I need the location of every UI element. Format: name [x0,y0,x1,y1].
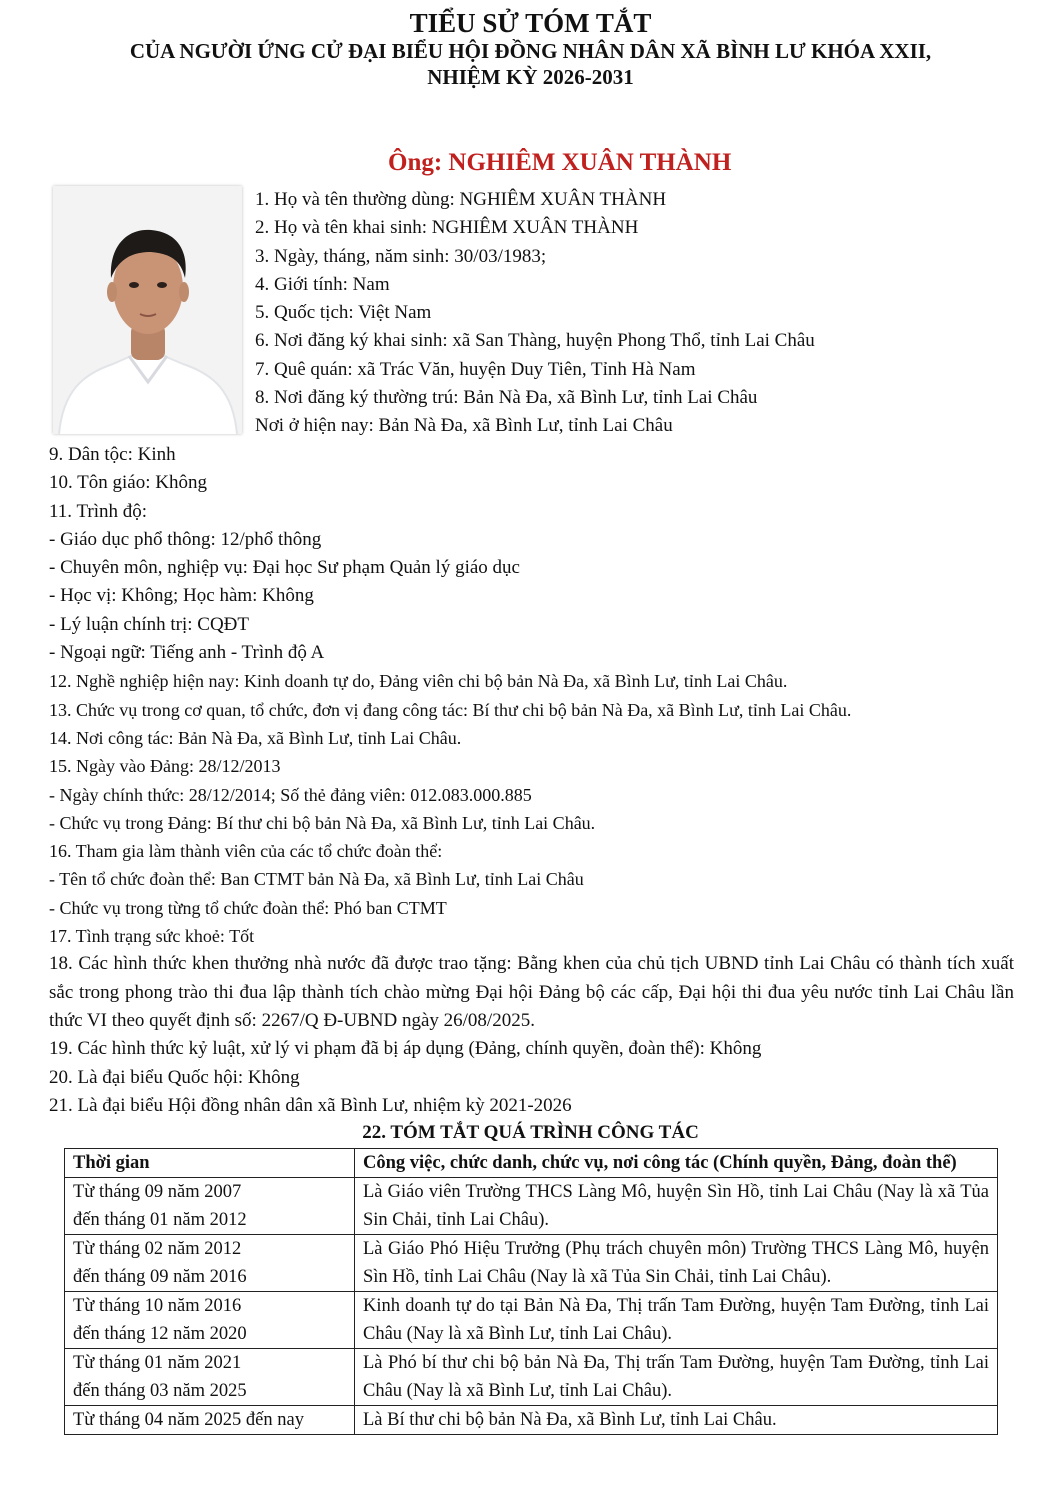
table-row [65,1406,998,1435]
table-row [65,1178,998,1235]
table-row [65,1235,998,1292]
info-council-member: 21. Là đại biểu Hội đồng nhân dân xã Bình Lư, nhiệm kỳ 2021-2026 [49,1094,572,1116]
info-birth-date: 3. Ngày, tháng, năm sinh: 30/03/1983; [255,245,547,267]
info-degree: - Học vị: Không; Học hàm: Không [49,585,314,607]
info-party-join-date: 15. Ngày vào Đảng: 28/12/2013 [49,756,281,777]
info-general-education: - Giáo dục phổ thông: 12/phổ thông [49,528,322,550]
job-cell: Là Giáo viên Trường THCS Làng Mô, huyện Sìn Hồ, tỉnh Lai Châu (Nay là xã Tủa Sin Chải, tỉnh Lai Châu). [355,1178,998,1235]
time-cell [65,1292,355,1349]
info-specialty: - Chuyên môn, nghiệp vụ: Đại học Sư phạm Quản lý giáo dục [49,557,520,579]
personal-info-top [255,186,1035,441]
column-header-job: Công việc, chức danh, chức vụ, nơi công tác (Chính quyền, Đảng, đoàn thể) [355,1149,998,1178]
candidate-name: Ông: NGHIÊM XUÂN THÀNH [388,149,732,176]
info-party-position: - Chức vụ trong Đảng: Bí thư chi bộ bản Nà Đa, xã Bình Lư, tỉnh Lai Châu. [49,812,596,833]
table-header-row [65,1149,998,1178]
info-ethnicity: 9. Dân tộc: Kinh [49,444,176,465]
time-cell [65,1178,355,1235]
time-to: đến tháng 03 năm 2025 [73,1381,247,1401]
document-subtitle-line1: CỦA NGƯỜI ỨNG CỬ ĐẠI BIỂU HỘI ĐỒNG NHÂN DÂN XÃ BÌNH LƯ KHÓA XXII, [129,39,932,63]
info-gender: 4. Giới tính: Nam [255,273,390,295]
info-party-official-date: - Ngày chính thức: 28/12/2014; Số thẻ đảng viên: 012.083.000.885 [49,784,532,805]
portrait-illustration [53,186,242,434]
job-cell: Là Phó bí thư chi bộ bản Nà Đa, Thị trấn Tam Đường, huyện Tam Đường, tỉnh Lai Châu (Nay là xã Bình Lư, tỉnh Lai Châu). [355,1349,998,1406]
time-from: Từ tháng 01 năm 2021 [73,1353,242,1373]
candidate-photo [53,186,242,434]
info-organizations-heading: 16. Tham gia làm thành viên của các tổ chức đoàn thể: [49,841,443,862]
time-cell [65,1406,355,1435]
table-row [65,1292,998,1349]
info-awards: 18. Các hình thức khen thưởng nhà nước đã được trao tặng: Bằng khen của chủ tịch UBND tỉnh Lai Châu có thành tích xuất sắc trong phong trào thi đua lập thành tích chào mừng Đại hội Đảng bộ các cấp, Đại hội thi đua yêu nước tỉnh Lai Châu lần thức VI theo quyết định số: 2267/Q Đ-UBND ngày 26/08/2025. [49,953,1014,1031]
info-organization-role: - Chức vụ trong từng tổ chức đoàn thể: Phó ban CTMT [49,897,447,918]
document-title: TIỂU SỬ TÓM TẮT [409,8,652,38]
info-birth-name: 2. Họ và tên khai sinh: NGHIÊM XUÂN THÀNH [255,217,639,239]
work-history-table [64,1148,998,1435]
personal-info-body [49,441,1014,1120]
time-to: đến tháng 12 năm 2020 [73,1324,247,1344]
info-occupation: 12. Nghề nghiệp hiện nay: Kinh doanh tự do, Đảng viên chi bộ bản Nà Đa, xã Bình Lư, tỉnh Lai Châu. [49,671,788,692]
info-birth-place: 6. Nơi đăng ký khai sinh: xã San Thàng, huyện Phong Thổ, tỉnh Lai Châu [255,330,815,352]
time-from: Từ tháng 02 năm 2012 [73,1239,242,1259]
job-cell: Là Bí thư chi bộ bản Nà Đa, xã Bình Lư, tỉnh Lai Châu. [355,1406,998,1435]
column-header-time: Thời gian [65,1149,355,1178]
work-history-title: 22. TÓM TẮT QUÁ TRÌNH CÔNG TÁC [362,1122,699,1143]
info-current-residence: Nơi ở hiện nay: Bản Nà Đa, xã Bình Lư, tỉnh Lai Châu [255,415,673,437]
job-cell: Kinh doanh tự do tại Bản Nà Đa, Thị trấn Tam Đường, huyện Tam Đường, tỉnh Lai Châu (Nay là xã Bình Lư, tỉnh Lai Châu). [355,1292,998,1349]
time-from: Từ tháng 09 năm 2007 [73,1182,242,1202]
table-row [65,1349,998,1406]
time-cell [65,1235,355,1292]
info-common-name: 1. Họ và tên thường dùng: NGHIÊM XUÂN THÀNH [255,189,667,210]
job-cell: Là Giáo Phó Hiệu Trưởng (Phụ trách chuyên môn) Trường THCS Làng Mô, huyện Sìn Hồ, tỉnh Lai Châu (Nay là xã Tủa Sin Chải, tỉnh Lai Châu). [355,1235,998,1292]
info-foreign-language: - Ngoại ngữ: Tiếng anh - Trình độ A [49,642,325,664]
document-header [0,8,1061,90]
time-cell [65,1349,355,1406]
info-hometown: 7. Quê quán: xã Trác Văn, huyện Duy Tiên, Tỉnh Hà Nam [255,358,696,380]
time-from: Từ tháng 10 năm 2016 [73,1296,242,1316]
time-from: Từ tháng 04 năm 2025 đến nay [73,1410,304,1430]
info-religion: 10. Tôn giáo: Không [49,472,207,494]
info-workplace: 14. Nơi công tác: Bản Nà Đa, xã Bình Lư, tỉnh Lai Châu. [49,727,462,748]
info-national-assembly: 20. Là đại biểu Quốc hội: Không [49,1066,300,1088]
info-permanent-residence: 8. Nơi đăng ký thường trú: Bản Nà Đa, xã Bình Lư, tỉnh Lai Châu [255,387,758,409]
info-discipline: 19. Các hình thức kỷ luật, xử lý vi phạm đã bị áp dụng (Đảng, chính quyền, đoàn thể): Không [49,1038,762,1060]
info-position: 13. Chức vụ trong cơ quan, tổ chức, đơn vị đang công tác: Bí thư chi bộ bản Nà Đa, xã Bình Lư, tỉnh Lai Châu. [49,699,852,720]
info-political-theory: - Lý luận chính trị: CQĐT [49,613,249,635]
info-organization-name: - Tên tổ chức đoàn thể: Ban CTMT bản Nà Đa, xã Bình Lư, tỉnh Lai Châu [49,869,584,890]
info-health: 17. Tình trạng sức khoẻ: Tốt [49,926,255,947]
time-to: đến tháng 01 năm 2012 [73,1210,247,1230]
info-nationality: 5. Quốc tịch: Việt Nam [255,302,432,324]
document-subtitle-line2: NHIỆM KỲ 2026-2031 [427,65,634,89]
info-education-heading: 11. Trình độ: [49,500,148,522]
time-to: đến tháng 09 năm 2016 [73,1267,247,1287]
